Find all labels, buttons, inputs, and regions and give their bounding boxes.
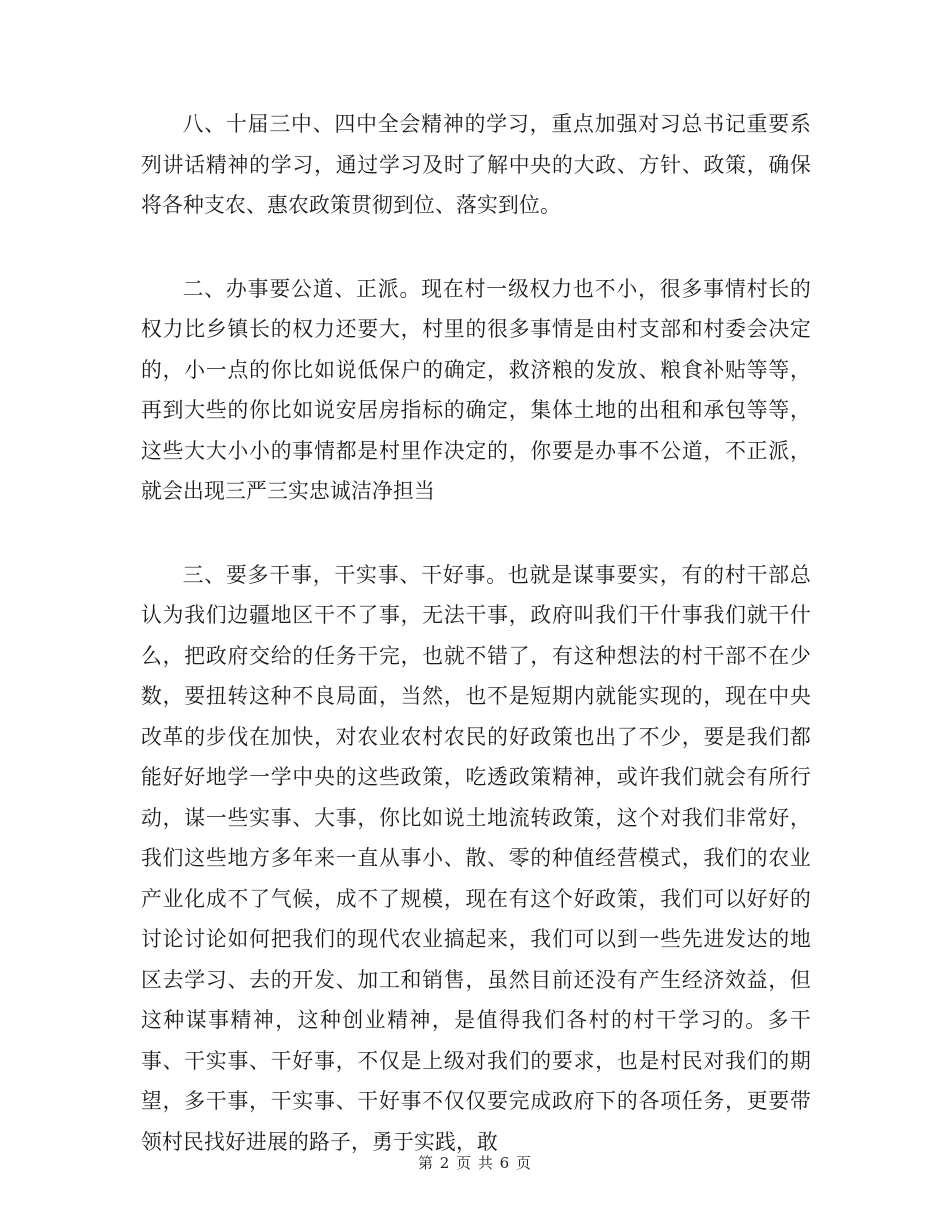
paragraph-2: 二、办事要公道、正派。现在村一级权力也不小，很多事情村长的权力比乡镇长的权力还要大，村里的很多事情是由村支部和村委会决定的，小一点的你比如说低保户的确定，救济粮的发放、粮食补贴等等，再到大些的你比如说安居房指标的确定，集体土地的出租和承包等等，这些大大小小的事情都是村里作决定的，你要是办事不公道，不正派，就会出现三严三实忠诚洁净担当 xyxy=(141,276,811,503)
paragraph-1: 八、十届三中、四中全会精神的学习，重点加强对习总书记重要系列讲话精神的学习，通过学习及时了解中央的大政、方针、政策，确保将各种支农、惠农政策贯彻到位、落实到位。 xyxy=(141,112,811,217)
page-footer: 第 2 页 共 6 页 xyxy=(418,1154,532,1172)
document-body xyxy=(141,104,811,1205)
paragraph-3: 三、要多干事，干实事、干好事。也就是谋事要实，有的村干部总认为我们边疆地区干不了事，无法干事，政府叫我们干什事我们就干什么，把政府交给的任务干完，也就不错了，有这种想法的村干部不在少数，要扭转这种不良局面，当然，也不是短期内就能实现的，现在中央改革的步伐在加快，对农业农村农民的好政策也出了不少，要是我们都能好好地学一学中央的这些政策，吃透政策精神，或许我们就会有所行动，谋一些实事、大事，你比如说土地流转政策，这个对我们非常好，我们这些地方多年来一直从事小、散、零的种值经营模式，我们的农业产业化成不了气候，成不了规模，现在有这个好政策，我们可以好好的讨论讨论如何把我们的现代农业搞起来，我们可以到一些先进发达的地区去学习、去的开发、加工和销售，虽然目前还没有产生经济效益，但这种谋事精神，这种创业精神，是值得我们各村的村干学习的。多干事、干实事、干好事，不仅是上级对我们的要求，也是村民对我们的期望，多干事，干实事、干好事不仅仅要完成政府下的各项任务，更要带领村民找好进展的路子，勇于实践，敢 xyxy=(141,562,811,1154)
